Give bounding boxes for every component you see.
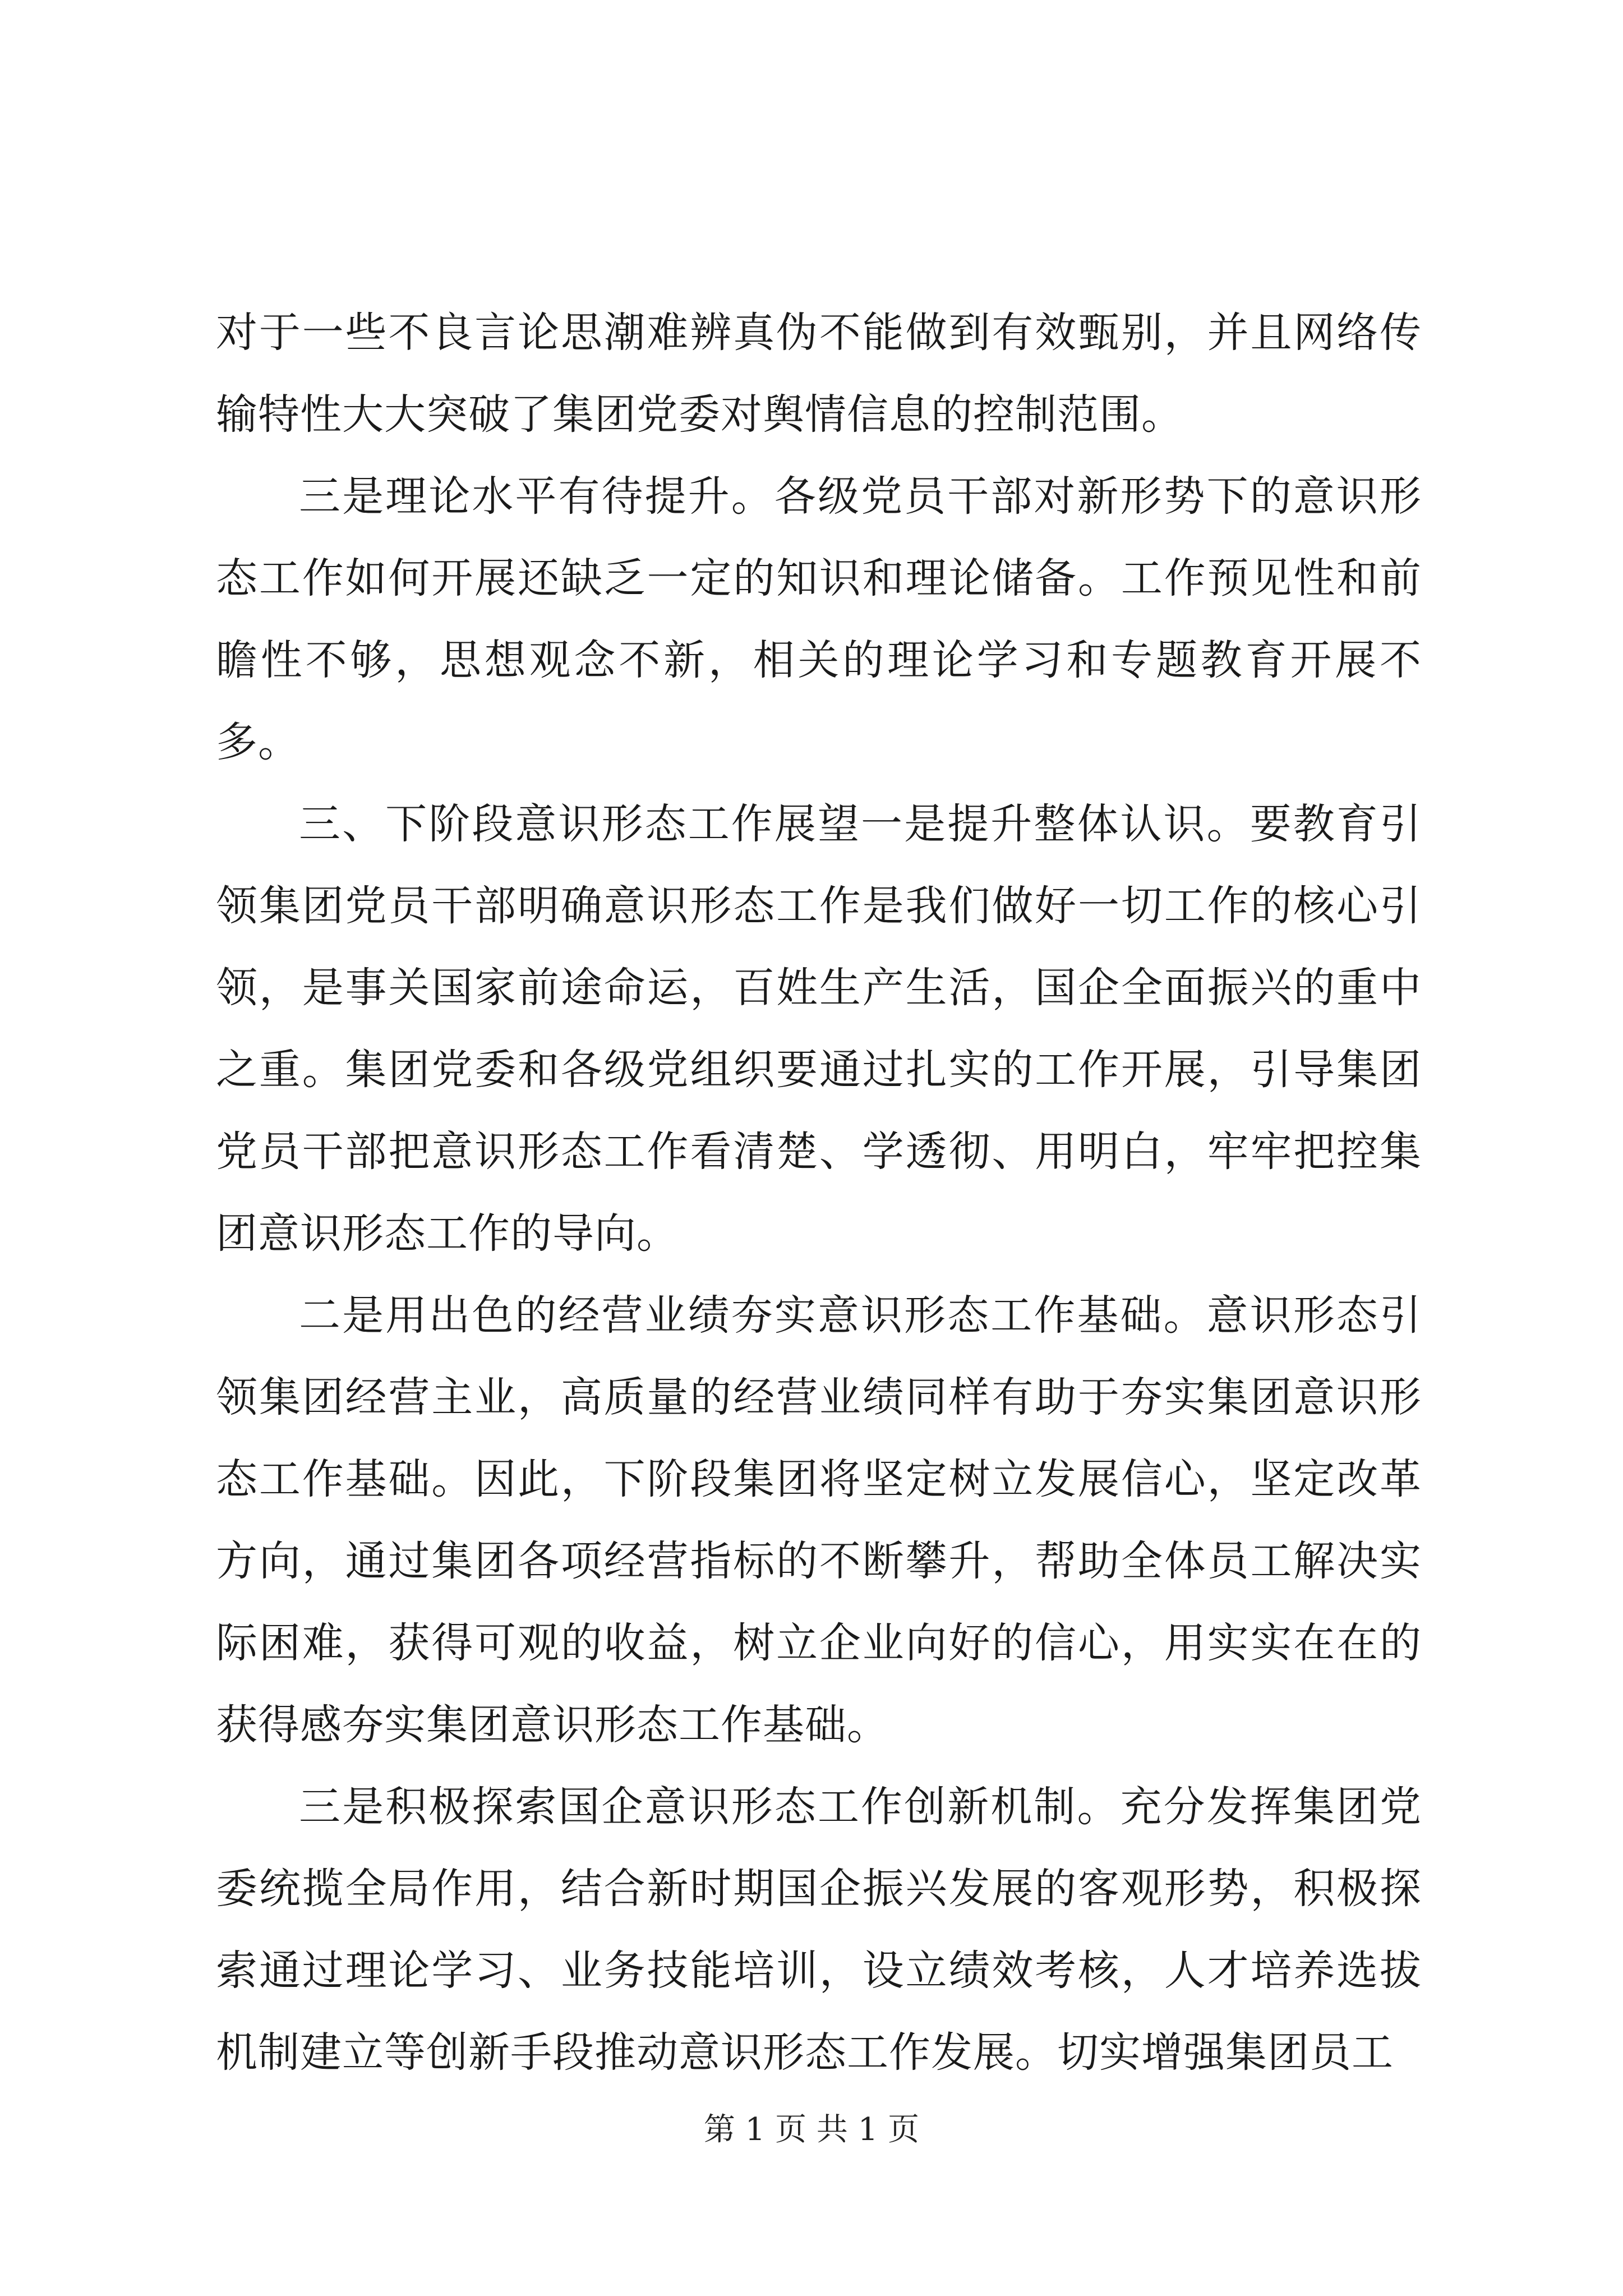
paragraph-1: 对于一些不良言论思潮难辨真伪不能做到有效甄别，并且网络传输特性大大突破了集团党委对舆情信息的控制范围。: [216, 309, 1422, 439]
paragraph-2: 三是理论水平有待提升。各级党员干部对新形势下的意识形态工作如何开展还缺乏一定的知识和理论储备。工作预见性和前瞻性不够，思想观念不新，相关的理论学习和专题教育开展不多。: [216, 472, 1422, 766]
paragraph-5: 三是积极探索国企意识形态工作创新机制。充分发挥集团党委统揽全局作用，结合新时期国企振兴发展的客观形势，积极探索通过理论学习、业务技能培训，设立绩效考核，人才培养选拔机制建立等创新手段推动意识形态工作发展。切实增强集团员工: [216, 1783, 1422, 2077]
paragraph-3: 三、下阶段意识形态工作展望一是提升整体认识。要教育引领集团党员干部明确意识形态工作是我们做好一切工作的核心引领，是事关国家前途命运，百姓生产生活，国企全面振兴的重中之重。集团党委和各级党组织要通过扎实的工作开展，引导集团党员干部把意识形态工作看清楚、学透彻、用明白，牢牢把控集团意识形态工作的导向。: [216, 800, 1422, 1258]
page-number-label: 第 1 页 共 1 页: [703, 2111, 920, 2148]
paragraph-4: 二是用出色的经营业绩夯实意识形态工作基础。意识形态引领集团经营主业，高质量的经营业绩同样有助于夯实集团意识形态工作基础。因此，下阶段集团将坚定树立发展信心，坚定改革方向，通过集团各项经营指标的不断攀升，帮助全体员工解决实际困难，获得可观的收益，树立企业向好的信心，用实实在在的获得感夯实集团意识形态工作基础。: [216, 1291, 1422, 1749]
page-footer: [0, 2110, 1623, 2150]
document-body: [216, 292, 1422, 2093]
